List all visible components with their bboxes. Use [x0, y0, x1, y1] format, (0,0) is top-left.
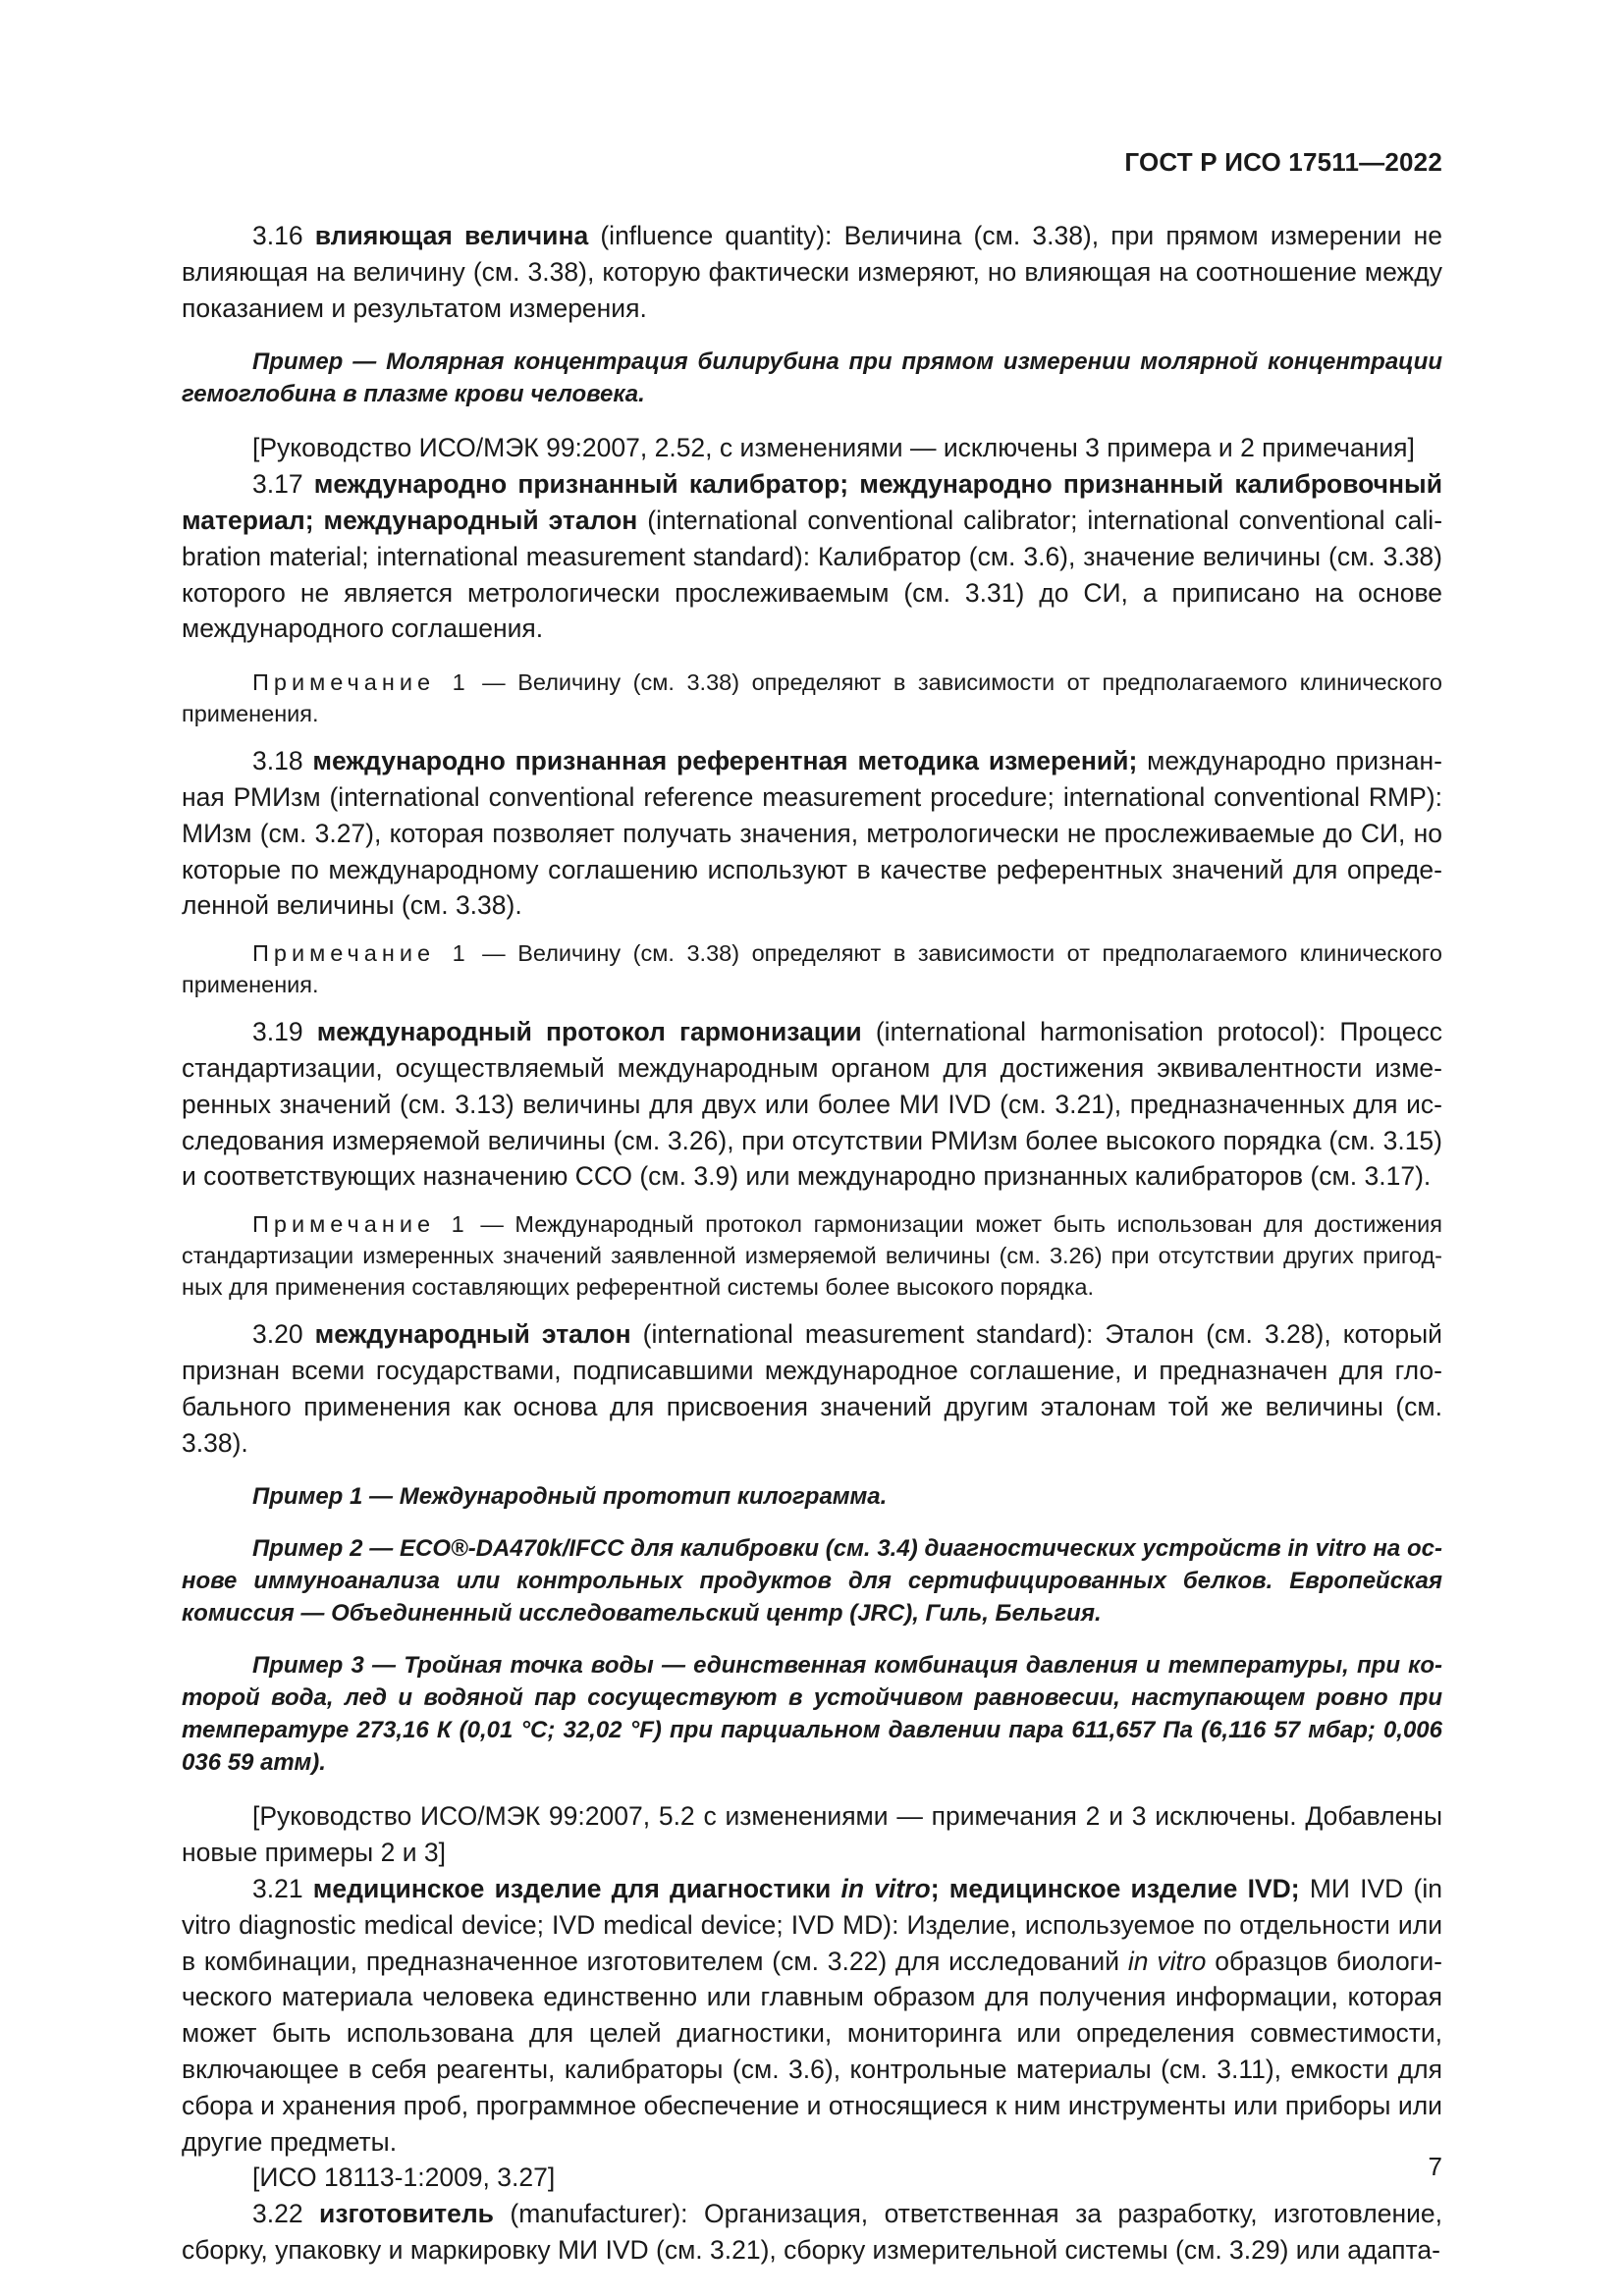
source-ref-3-16: [Руководство ИСО/МЭК 99:2007, 2.52, с изменениями — исключены 3 примера и 2 примечания]	[252, 433, 1415, 463]
term-title: изготовитель	[319, 2199, 494, 2229]
term-3-18: 3.18 международно признанная референтная методика измерений; международно признанная РМИзм (international conventional reference measurement procedure; international conventional RMP): МИзм (см. 3.27), которая позволяет получать значения, метрологически не прослеживаемые до СИ, но которые по международному соглашению используют в качестве референтных значений для определенной величины (см. 3.38).	[182, 746, 1442, 921]
document-header: ГОСТ Р ИСО 17511—2022	[1124, 147, 1442, 177]
example-3-20-2: Пример 2 — ECO®-DA470k/IFCC для калибровки (см. 3.4) диагностических устройств in vitro на основе иммуноанализа или контрольных продуктов для сертифицированных белков. Европейская комиссия — Объединенный исследовательский центр (JRC), Гиль, Бельгия.	[182, 1535, 1442, 1628]
note-3-18: Примечание 1 — Величину (см. 3.38) определяют в зависимости от предполагаемого клинического применения.	[182, 940, 1442, 998]
example-3-16: Пример — Молярная концентрация билирубина при прямом измерении молярной концентрации гемоглобина в плазме крови человека.	[182, 348, 1442, 408]
term-title: международный протокол гармонизации	[316, 1017, 862, 1047]
term-3-17: 3.17 международно признанный калибратор; международно признанный калибровочный материал; международный эталон (international conventional calibrator; international conventional calibration material; international measurement standard): Калибратор (см. 3.6), значение величины (см. 3.38) которого не является метрологически прослеживаемым (см. 3.31) до СИ, а приписано на основе международного соглашения.	[182, 469, 1443, 644]
term-3-21: 3.21 медицинское изделие для диагностики in vitro; медицинское изделие IVD; МИ IVD (in vitro diagnostic medical device; IVD medical device; IVD MD): Изделие, используемое по отдельности или в комбинации, предназначенное изготовителем (см. 3.22) для исследований in vitro образцов биологического материала человека единственно или главным образом для получения информации, которая может быть использована для целей диагностики, мониторинга или определения совместимости, включающее в себя реагенты, калибраторы (см. 3.6), контрольные материалы (см. 3.11), емкости для сбора и хранения проб, программное обеспечение и относящиеся к ним инструменты или приборы или другие предметы.	[182, 1873, 1442, 2157]
term-title: медицинское изделие для диагностики in vitro; медицинское изделие IVD;	[312, 1873, 1300, 1903]
example-3-20-1: Пример 1 — Международный прототип килограмма.	[252, 1483, 888, 1511]
source-ref-3-20: [Руководство ИСО/МЭК 99:2007, 5.2 с изменениями — примечания 2 и 3 исключены. Добавлены новые примеры 2 и 3]	[182, 1801, 1442, 1868]
term-title: международно признанный калибратор; международно признанный калибровочный материал; международный эталон	[182, 469, 1442, 535]
term-title: влияющая величина	[314, 221, 589, 250]
example-3-20-3: Пример 3 — Тройная точка воды — единственная комбинация давления и температуры, при которой вода, лед и водяной пар сосуществуют в устойчивом равновесии, наступающем ровно при температуре 273,16 К (0,01 °С; 32,02 °F) при парциальном давлении пара 611,657 Па (6,116 57 мбар; 0,006 036 59 атм).	[182, 1652, 1442, 1777]
term-3-19: 3.19 международный протокол гармонизации (international harmonisation protocol): Процесс стандартизации, осуществляемый международным органом для достижения эквивалентности измеренных значений (см. 3.13) величины для двух или более МИ IVD (см. 3.21), предназначенных для исследования измеряемой величины (см. 3.26), при отсутствии РМИзм более высокого порядка (см. 3.15) и соответствующих назначению ССО (см. 3.9) или международно признанных калибраторов (см. 3.17).	[182, 1017, 1442, 1192]
term-title: международный эталон	[314, 1319, 631, 1350]
term-3-16: 3.16 влияющая величина (influence quantity): Величина (см. 3.38), при прямом измерении не влияющая на величину (см. 3.38), которую фактически измеряют, но влияющая на соотношение между показанием и результатом измерения.	[182, 221, 1442, 323]
note-3-19: Примечание 1 — Международный протокол гармонизации может быть использован для достижения стандартизации измеренных значений заявленной измеряемой величины (см. 3.26) при отсутствии других пригодных для применения составляющих референтной системы более высокого порядка.	[182, 1211, 1442, 1301]
term-title: международно признанная референтная методика измерений;	[312, 746, 1138, 776]
term-3-22: 3.22 изготовитель (manufacturer): Организация, ответственная за разработку, изготовление, сборку, упаковку и маркировку МИ IVD (см. 3.21), сборку измерительной системы (см. 3.29) или адапта-	[182, 2199, 1442, 2265]
page-number: 7	[1428, 2152, 1442, 2181]
page-content	[182, 218, 1442, 2269]
note-3-17: Примечание 1 — Величину (см. 3.38) определяют в зависимости от предполагаемого клинического применения.	[182, 669, 1442, 727]
term-3-20: 3.20 международный эталон (international measurement standard): Эталон (см. 3.28), который признан всеми государствами, подписавшими международное соглашение, и предназначен для глобального применения как основа для присвоения значений другим эталонам той же величины (см. 3.38).	[182, 1319, 1442, 1458]
source-ref-3-21: [ИСО 18113-1:2009, 3.27]	[252, 2163, 556, 2193]
